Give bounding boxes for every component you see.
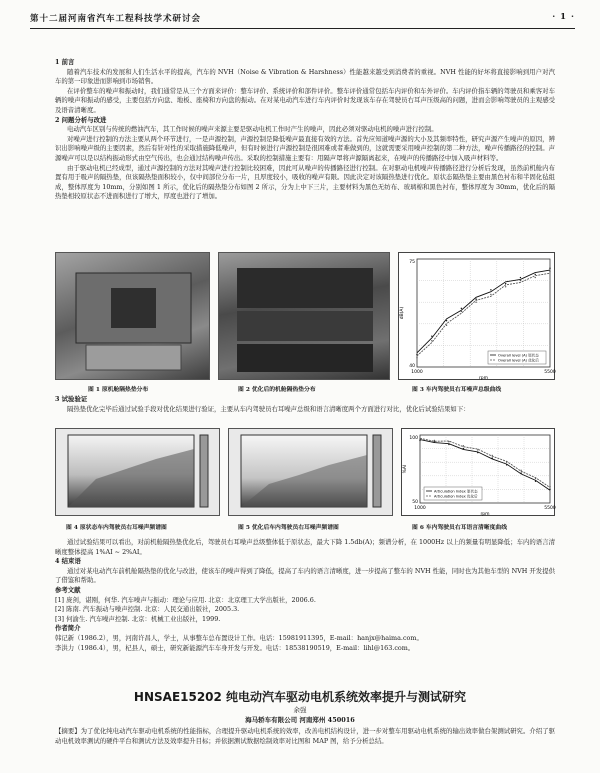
chart-data-point (520, 470, 521, 471)
figure-1-caption: 图 1 原机舱隔热垫分布 (88, 387, 149, 393)
section-3-4-and-refs (55, 538, 555, 653)
figure-6-svg (402, 429, 556, 517)
author-bio: 韩记新（1986.2），男，河南许昌人，学士，从事整车总布置设计工作。电话：15981911395，E-mail：hanjx@haima.com。 (55, 633, 423, 642)
reference-item: [2] 陈南. 汽车振动与噪声控制. 北京：人民交通出版社，2005.3. (55, 605, 240, 614)
chart-x-tick-label: 5500 (544, 370, 556, 375)
chart-data-point (549, 489, 550, 490)
paper-2-author: 余强 (293, 706, 307, 714)
section-3-paragraph-1: 隔热垫优化完毕后通过试验手段对优化结果进行验证，主要从车内驾驶员右耳噪声总级和语言清晰度两个方面进行对比，优化后试验结果如下： (67, 404, 470, 413)
figure-5-svg (229, 429, 393, 516)
chart-x-tick-label: 1000 (414, 506, 426, 511)
chart-legend-entry: Articulation Index 原状态 (434, 489, 478, 494)
chart-x-tick-label: 5500 (544, 506, 556, 511)
section-1-paragraph-2: 在评价整车的噪声和振动时，我们通常是从三个方面来评价：整车评价、系统评价和部件评价。整车评价通常包括车内评价和车外评价。车内评价指车辆的驾驶员和乘客对车辆的噪声和振动的感受，主要包括方向盘、地板、座椅和方向盘的振动。在对某电动汽车进行车内评价时发现该车存在驾驶员右耳声压级高的问题，进而会影响驾驶员的主观感受及语音清晰度。 (55, 86, 555, 114)
section-2-heading: 2 问题分析与改进 (55, 115, 107, 124)
chart-data-point (448, 441, 449, 442)
chart-y-axis-label: dB(A) (400, 306, 405, 320)
figure-3-chart (398, 252, 555, 380)
author-bio: 李洪力（1986.4），男，杞县人，硕士，研究新能源汽车车身开发与开发。电话：18538190519，E-mail：lihl@163.com。 (55, 643, 415, 652)
chart-data-point (490, 294, 491, 295)
figure-4-spectrogram (55, 428, 220, 516)
figure-6-chart (401, 428, 555, 516)
figure-3-svg (399, 253, 556, 381)
section-2-paragraph-3: 由于驱动电机已经成型，通过声源控制的方法对其噪声进行控制比较困难，因此可从噪声的传播路径进行控制。在对驱动电机噪声传播路径进行分析后发现，虽然前机舱内布置有用于吸声的隔热垫，但该隔热垫面积较小，仅中间部位分布一片，且厚度较小，吸收的噪声有限。因此决定对该隔热垫进行优化。原状态隔热垫主要由黑色衬布和半固化毡组成，整体厚度为 10mm，分别如图 1 所示，优化后的隔热垫分布如图 2 所示，分为上中下三片，主要材料为黑色无纺布、玻璃棉和黑色衬布，整体厚度为 30mm，优化后的隔热垫相较原状态不进面积进行了增大，厚度也进行了增加。 (55, 163, 555, 201)
figure-6-caption: 图 6 车内驾驶员右耳语言清晰度曲线 (412, 525, 508, 531)
chart-data-point (416, 357, 417, 358)
chart-data-point (475, 298, 476, 299)
references (55, 586, 555, 624)
section-4-heading: 4 结束语 (55, 557, 81, 566)
figure-1-engine-bay-drawing (56, 253, 210, 380)
author-bios-heading: 作者简介 (55, 624, 81, 633)
chart-data-point (535, 478, 536, 479)
chart-data-point (477, 452, 478, 453)
chart-data-point (431, 335, 432, 336)
chart-data-point (448, 444, 449, 445)
running-header (30, 12, 575, 29)
figure-2-engine-bay-drawing (219, 253, 390, 380)
paper-2-title: HNSAE15202 纯电动汽车驱动电机系统效率提升与测试研究 (133, 690, 467, 704)
chart-data-point (431, 340, 432, 341)
figure-5-spectrogram (228, 428, 393, 516)
chart-data-point (535, 277, 536, 278)
chart-data-point (446, 320, 447, 321)
section-1-heading: 1 前言 (55, 58, 75, 66)
chart-data-point (535, 274, 536, 275)
figure-5-caption: 图 5 优化后车内驾驶员右耳噪声频谱图 (238, 525, 339, 531)
section-3-test (55, 395, 555, 414)
reference-item: [3] 何渝生. 汽车噪声控制. 北京：机械工业出版社，1999. (55, 614, 221, 623)
chart-data-point (520, 277, 521, 278)
figure-3-caption: 图 3 车内驾驶员右耳噪声总级曲线 (412, 387, 502, 393)
chart-data-point (475, 302, 476, 303)
section-1-intro (55, 58, 555, 202)
author-bios (55, 624, 555, 653)
chart-data-point (520, 280, 521, 281)
chart-data-point (505, 286, 506, 287)
chart-legend-entry: Overall level (A) 优化后 (498, 358, 539, 363)
chart-y-tick-label: 40 (409, 364, 415, 369)
figure-2-caption: 图 2 优化后的机舱隔热垫分布 (238, 387, 316, 393)
section-2-paragraph-1: 电动汽车区别与传统的燃油汽车，其工作时候的噪声来源主要是驱动电机工作时产生的噪声，因此必须对驱动电机的噪声进行控制。 (67, 125, 438, 134)
chart-x-axis-label: rpm (480, 512, 490, 517)
chart-data-point (434, 440, 435, 441)
chart-data-point (419, 438, 420, 439)
chart-y-axis-label: %AI (403, 464, 408, 474)
chart-legend-entry: Overall level (A) 原状态 (498, 353, 539, 358)
chart-y-tick-label: 100 (409, 436, 418, 441)
reference-item: [1] 庞剑，谌刚，何华. 汽车噪声与振动：理论与应用. 北京：北京理工大学出版社，2006.6. (55, 595, 316, 604)
chart-data-point (492, 455, 493, 456)
chart-data-point (549, 486, 550, 487)
chart-data-point (535, 481, 536, 482)
section-4-paragraph-1: 通过对某电动汽车前机舱隔热垫的优化与改进，使该车的噪声得到了降低，提高了车内的语言清晰度，进一步提高了整车的 NVH 性能，同时也为其他车型的 NVH 开发提供了借鉴和帮助。 (55, 566, 555, 585)
chart-data-point (463, 445, 464, 446)
paper-2-abstract: 【摘要】为了优化纯电动汽车驱动电机系统的性能指标，合理提升驱动电机系统的效率，改善电机结构设计，进一步对整车用驱动电机系统的输出效率做台架测试研究。介绍了驱动电机效率测试的硬件平台和测试方法及效率提升目标；并依据测试数据绘制效率对比图和 MAP 图，给予分析总结。 (55, 727, 555, 745)
paper-2-affiliation: 海马轿车有限公司 河南郑州 450016 (245, 716, 355, 724)
chart-data-point (505, 283, 506, 284)
chart-data-point (492, 457, 493, 458)
chart-data-point (506, 462, 507, 463)
page-number: · 1 · (552, 12, 575, 22)
figure-1-photo (55, 252, 210, 380)
section-2-paragraph-2: 对噪声进行控制的方法主要从两个环节进行，一是声源控制，声源控制是降低噪声最直接有效的方法。首先应知道噪声源的大小及其频率特性，研究声源产生噪声的原因，辨识出影响噪声级的主要因素，然后有针对性的采取措施降低噪声，但有时候进行声源控制是很困难或者难做到的，这就需要采用噪声控制的第二种方法，噪声传播路径的控制。声源噪声可以是以结构振动形式由空气传出，也会通过结构噪声传出。采取的控制措施主要有：用隔声罩将声源隔离起来，在噪声的传播路径中加入吸声材料等。 (55, 134, 555, 162)
chart-data-point (461, 311, 462, 312)
section-3-heading: 3 试验验证 (55, 395, 88, 403)
figure-4-caption: 图 4 原状态车内驾驶员右耳噪声频谱图 (66, 525, 167, 531)
chart-legend-entry: Articulation Index 优化后 (434, 494, 478, 499)
section-1-paragraph-1: 随着汽车技术的发展和人们生活水平的提高，汽车的 NVH（Noise & Vibration & Harshness）性能越来越受到消费者的重视。NVH 性能的好坏将直接影响到用户对汽车的第一印象进而影响到市场销售。 (55, 67, 555, 86)
figure-2-photo (218, 252, 390, 380)
chart-data-point (520, 472, 521, 473)
chart-data-point (463, 448, 464, 449)
chart-y-tick-label: 50 (412, 500, 418, 505)
chart-data-point (461, 308, 462, 309)
header-title: 第十二届河南省汽车工程科技学术研讨会 (30, 14, 202, 24)
chart-data-point (446, 325, 447, 326)
chart-data-point (506, 464, 507, 465)
chart-y-tick-label: 75 (409, 260, 415, 265)
chart-data-point (419, 440, 420, 441)
chart-data-point (549, 268, 550, 269)
chart-data-point (549, 271, 550, 272)
references-heading: 参考文献 (55, 585, 81, 594)
chart-data-point (477, 449, 478, 450)
section-3-paragraph-2: 通过试验结果可以看出，对前机舱隔热垫优化后，驾驶员右耳噪声总级整体低于原状态，最大下降 1.5db(A)；频谱分析，在 1000Hz 以上的频量有明显降低；车内的语言清晰度整体提高 1%AI ~ 2%AI。 (55, 538, 555, 556)
chart-data-point (490, 289, 491, 290)
figure-4-svg (56, 429, 220, 516)
chart-x-tick-label: 1000 (411, 370, 423, 375)
chart-x-axis-label: rpm (478, 376, 489, 381)
